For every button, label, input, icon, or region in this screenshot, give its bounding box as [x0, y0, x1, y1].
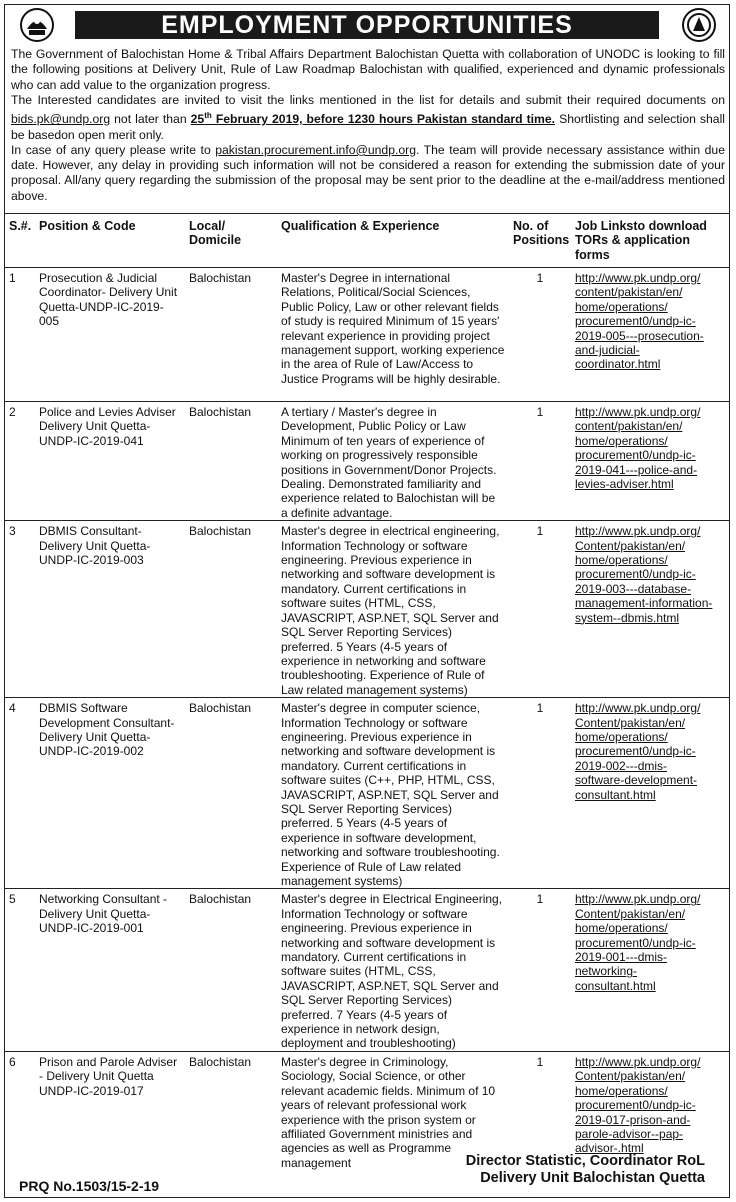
- government-seal-icon: [681, 7, 717, 43]
- tor-link-segment[interactable]: content/pakistan/en/: [575, 419, 683, 434]
- procurement-email-link[interactable]: pakistan.procurement.info@undp.org: [215, 142, 416, 157]
- intro-paragraph: [11, 93, 725, 143]
- deadline-rest: February 2019, before 1230 hours Pakistan standard time.: [211, 112, 556, 127]
- prq-number: PRQ No.1503/15-2-19: [19, 1178, 160, 1194]
- tor-link-segment[interactable]: content/pakistan/en/: [575, 285, 683, 300]
- tor-link-segment[interactable]: procurement0/undp-ic-: [575, 935, 696, 950]
- positions-count: 1: [509, 698, 571, 889]
- divider: [5, 213, 729, 214]
- signatory-title: Director Statistic, Coordinator RoL: [465, 1153, 705, 1169]
- table-row: [5, 268, 729, 402]
- qualification-experience: Master's degree in electrical engineering, Information Technology or software engineering. Previous experience in networking and software development is mandatory. Current certifications in software suites (HTML, CSS, JAVASCRIPT, ASP.NET, SQL Server and SQL Server Reporting Services) preferred. 5 Years (4-5 years of experience in networking and software troubleshooting. Experience of Rule of Law related management systems): [277, 521, 509, 698]
- position-code: Networking Consultant - Delivery Unit Quetta-UNDP-IC-2019-001: [35, 889, 185, 1051]
- table-row: [5, 521, 729, 698]
- tor-link-segment[interactable]: procurement0/undp-ic-: [575, 314, 696, 329]
- tor-link-segment[interactable]: 2019-002---dmis-: [575, 758, 668, 773]
- deadline-suffix: th: [204, 111, 212, 121]
- tor-link-segment[interactable]: levies-adviser.html: [575, 477, 674, 492]
- row-number: 4: [5, 698, 35, 889]
- tor-link-segment[interactable]: 2019-017-prison-and-: [575, 1112, 691, 1127]
- table-row: [5, 698, 729, 889]
- advertisement-page: [4, 4, 730, 1198]
- domicile: Balochistan: [185, 698, 277, 889]
- header: [5, 5, 729, 45]
- tor-link-segment[interactable]: http://www.pk.undp.org/: [575, 892, 701, 907]
- header-position: Position & Code: [39, 219, 136, 233]
- balochistan-emblem-icon: [19, 7, 55, 43]
- tor-link-segment[interactable]: procurement0/undp-ic-: [575, 448, 696, 463]
- tor-link-segment[interactable]: home/operations/: [575, 553, 668, 568]
- position-code: Police and Levies Adviser Delivery Unit Quetta-UNDP-IC-2019-041: [35, 402, 185, 521]
- row-number: 5: [5, 889, 35, 1051]
- tor-link-segment[interactable]: software-development-: [575, 773, 698, 788]
- tor-link-segment[interactable]: procurement0/undp-ic-: [575, 1098, 696, 1113]
- qualification-experience: Master's degree in Criminology, Sociology, Social Science, or other relevant academic fields. Minimum of 10 years of relevant professional work experience with the prison system or affiliated Government ministries and agencies as well as Programme management: [277, 1051, 509, 1170]
- table-body: [5, 268, 729, 1171]
- deadline: [191, 112, 555, 126]
- tor-link-segment[interactable]: procurement0/undp-ic-: [575, 567, 696, 582]
- tor-link-segment[interactable]: 2019-003---database-: [575, 581, 692, 596]
- header-positions: No. of Positions: [513, 219, 570, 248]
- position-code: DBMIS Software Development Consultant- Delivery Unit Quetta-UNDP-IC-2019-002: [35, 698, 185, 889]
- positions-table: [5, 217, 729, 1170]
- tor-link-segment[interactable]: Content/pakistan/en/: [575, 1069, 686, 1084]
- positions-count: 1: [509, 889, 571, 1051]
- position-code: Prison and Parole Adviser - Delivery Unit Quetta UNDP-IC-2019-017: [35, 1051, 185, 1170]
- row-number: 1: [5, 268, 35, 402]
- positions-count: 1: [509, 1051, 571, 1170]
- tor-link-segment[interactable]: consultant.html: [575, 978, 656, 993]
- tor-link-segment[interactable]: http://www.pk.undp.org/: [575, 524, 701, 539]
- intro-text-span: The Interested candidates are invited to visit the links mentioned in the list for details and submit their required documents on: [11, 92, 725, 107]
- tor-link-segment[interactable]: home/operations/: [575, 299, 668, 314]
- tor-link-segment[interactable]: http://www.pk.undp.org/: [575, 271, 701, 285]
- position-code: DBMIS Consultant- Delivery Unit Quetta-UNDP-IC-2019-003: [35, 521, 185, 698]
- domicile: Balochistan: [185, 889, 277, 1051]
- tor-link-segment[interactable]: Content/pakistan/en/: [575, 715, 686, 730]
- page-title: EMPLOYMENT OPPORTUNITIES: [75, 11, 659, 39]
- table-row: [5, 402, 729, 521]
- header-links: Job Linksto download TORs & application forms: [575, 219, 707, 262]
- header-local: Local/ Domicile: [189, 219, 242, 248]
- signatory-office: Delivery Unit Balochistan Quetta: [480, 1170, 705, 1186]
- tor-link-segment[interactable]: http://www.pk.undp.org/: [575, 405, 701, 419]
- tor-link-segment[interactable]: 2019-041---police-and-: [575, 462, 698, 477]
- tor-link[interactable]: [571, 521, 729, 698]
- domicile: Balochistan: [185, 521, 277, 698]
- tor-link-segment[interactable]: http://www.pk.undp.org/: [575, 1054, 701, 1069]
- intro-text-span: not later than: [110, 112, 191, 127]
- qualification-experience: A tertiary / Master's degree in Development, Public Policy or Law Minimum of ten years of experience of working on progressively responsible positions in Government/Donor Projects. Dealing. Demonstrated familiarity and experience related to Balochistan will be a definite advantage.: [277, 402, 509, 521]
- intro-paragraph: [11, 143, 725, 204]
- tor-link-segment[interactable]: Content/pakistan/en/: [575, 906, 686, 921]
- tor-link-segment[interactable]: 2019-001---dmis-: [575, 950, 668, 965]
- header-qualification: Qualification & Experience: [281, 219, 440, 233]
- tor-link-segment[interactable]: 2019-005---prosecution-: [575, 328, 704, 343]
- intro-text-span: Shortlisting and selection shall be basedon open merit only.: [11, 112, 725, 142]
- qualification-experience: Master's degree in computer science, Information Technology or software engineering. Previous experience in networking and software development is mandatory. Current certifications in software suites (C++, PHP, HTML, CSS, JAVASCRIPT, ASP.NET, SQL Server and SQL Server Reporting Services) preferred. 5 Years (4-5 years of experience in software development, networking and software troubleshooting. Experience of Rule of Law related management systems): [277, 698, 509, 889]
- bids-email-link[interactable]: bids.pk@undp.org: [11, 112, 111, 127]
- tor-link-segment[interactable]: management-information-: [575, 596, 713, 611]
- intro-text-span: In case of any query please write to: [11, 142, 216, 157]
- qualification-experience: Master's Degree in international Relations, Political/Social Sciences, Public Policy, Law or other relevant fields of study is required Minimum of 15 years' relevant experience in providing project management support, working experience in the area of Rule of Law/Access to Justice Programs will be highly desirable.: [277, 268, 509, 402]
- intro-text: [11, 47, 725, 204]
- tor-link-segment[interactable]: parole-advisor--pap-: [575, 1126, 684, 1141]
- tor-link[interactable]: [571, 889, 729, 1051]
- tor-link-segment[interactable]: procurement0/undp-ic-: [575, 744, 696, 759]
- domicile: Balochistan: [185, 1051, 277, 1170]
- positions-count: 1: [509, 402, 571, 521]
- domicile: Balochistan: [185, 402, 277, 521]
- tor-link[interactable]: [571, 268, 729, 402]
- positions-count: 1: [509, 268, 571, 402]
- deadline-day: 25: [190, 112, 205, 127]
- tor-link-segment[interactable]: http://www.pk.undp.org/: [575, 701, 701, 716]
- row-number: 6: [5, 1051, 35, 1170]
- tor-link-segment[interactable]: home/operations/: [575, 1083, 668, 1098]
- tor-link-segment[interactable]: home/operations/: [575, 729, 668, 744]
- intro-text-span: . The team will provide necessary assistance within due date. However, any delay in providing such information will not be considered a reason for extending the submission date of your proposal. All/any query regarding the submission of the proposal may be sent prior to the deadline at the e-mail/address mentioned above.: [11, 142, 725, 203]
- tor-link-segment[interactable]: home/operations/: [575, 433, 668, 448]
- header-sn: S.#.: [9, 219, 32, 233]
- table-row: [5, 889, 729, 1051]
- tor-link-segment[interactable]: and-judicial-: [575, 343, 640, 358]
- signature-block: [466, 1153, 705, 1187]
- tor-link-segment[interactable]: networking-: [575, 964, 638, 979]
- position-code: Prosecution & Judicial Coordinator- Delivery Unit Quetta-UNDP-IC-2019-005: [35, 268, 185, 402]
- row-number: 3: [5, 521, 35, 698]
- intro-paragraph: The Government of Balochistan Home & Tribal Affairs Department Balochistan Quetta with collaboration of UNODC is looking to fill the following positions at Delivery Unit, Rule of Law Roadmap Balochistan with qualified, experienced and dynamic professionals who can add value to the organization progress.: [11, 47, 725, 92]
- table-header-row: [5, 217, 729, 268]
- tor-link-segment[interactable]: advisor-.html: [575, 1141, 644, 1156]
- tor-link[interactable]: [571, 698, 729, 889]
- tor-link-segment[interactable]: system--dbmis.html: [575, 610, 680, 625]
- row-number: 2: [5, 402, 35, 521]
- qualification-experience: Master's degree in Electrical Engineering, Information Technology or software engineering. Previous experience in networking and software development is mandatory. Current certifications in software suites (HTML, CSS, JAVASCRIPT, ASP.NET, SQL Server and SQL Server Reporting Services) preferred. 7 Years (4-5 years of experience in network design, deployment and troubleshooting): [277, 889, 509, 1051]
- tor-link[interactable]: [571, 402, 729, 521]
- domicile: Balochistan: [185, 268, 277, 402]
- tor-link-segment[interactable]: home/operations/: [575, 921, 668, 936]
- tor-link-segment[interactable]: consultant.html: [575, 787, 656, 802]
- tor-link-segment[interactable]: coordinator.html: [575, 357, 661, 372]
- positions-count: 1: [509, 521, 571, 698]
- tor-link-segment[interactable]: Content/pakistan/en/: [575, 538, 686, 553]
